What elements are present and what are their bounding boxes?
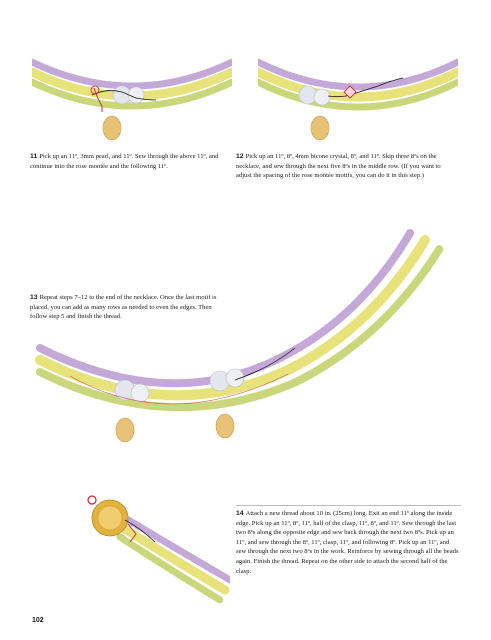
step-13-illustration: [30, 228, 460, 453]
step-number: 13: [30, 294, 38, 301]
step-number: 11: [30, 153, 38, 160]
pearl-drop: [103, 116, 121, 140]
beadwork-band: [258, 62, 458, 107]
step-11: [30, 152, 225, 171]
step-number: 12: [236, 153, 244, 160]
pearl-drop: [311, 116, 329, 140]
page-number: 102: [32, 617, 44, 624]
step-11-illustration: [32, 40, 232, 150]
step-text: Attach a new thread about 10 in. (25cm) long. Exit an end 11º along the inside edge. Pick up an 11º, 8º, 11º, half of the clasp, 11º, 8º, and 11º. Sew through the last two 8ºs along the opposite edge and sew back through the next two 8ºs. Pick up an 11º, and sew through the 8º, 11º, clasp, 11º, and following 8º. Pick up an 11º, and sew through the next two 8ºs in the work. Reinforce by sewing through all the beads again. Finish the thread. Repeat on the other side to attach the second half of the clasp.: [236, 510, 459, 575]
beadwork-band: [120, 515, 230, 600]
step-number: 14: [236, 510, 244, 517]
pearl-drop: [216, 414, 234, 438]
step-text: Repeat steps 7–12 to the end of the necklace. Once the last motif is placed, you can add as many rows as needed to even the edges. Then follow step 5 and finish the thread.: [30, 294, 217, 321]
step-text: Pick up an 11º, 3mm pearl, and 11º. Sew through the above 11º, and continue into the rose montée and the following 11º.: [30, 153, 219, 170]
pearl-drop: [116, 418, 134, 442]
clasp-icon: [88, 496, 128, 536]
step-14-illustration: [80, 490, 230, 605]
step-14: [236, 509, 461, 576]
divider: [236, 505, 461, 506]
step-12-illustration: [258, 40, 458, 150]
step-text: Pick up an 11º, 8º, 4mm bicone crystal, 8º, and 11º. Skip three 8ºs on the necklace, and sew through the next five 8ºs in the middle row. (If you want to adjust the spacing of the rose montée motifs, you can do it in this step.): [236, 153, 441, 180]
step-12: [236, 152, 446, 181]
